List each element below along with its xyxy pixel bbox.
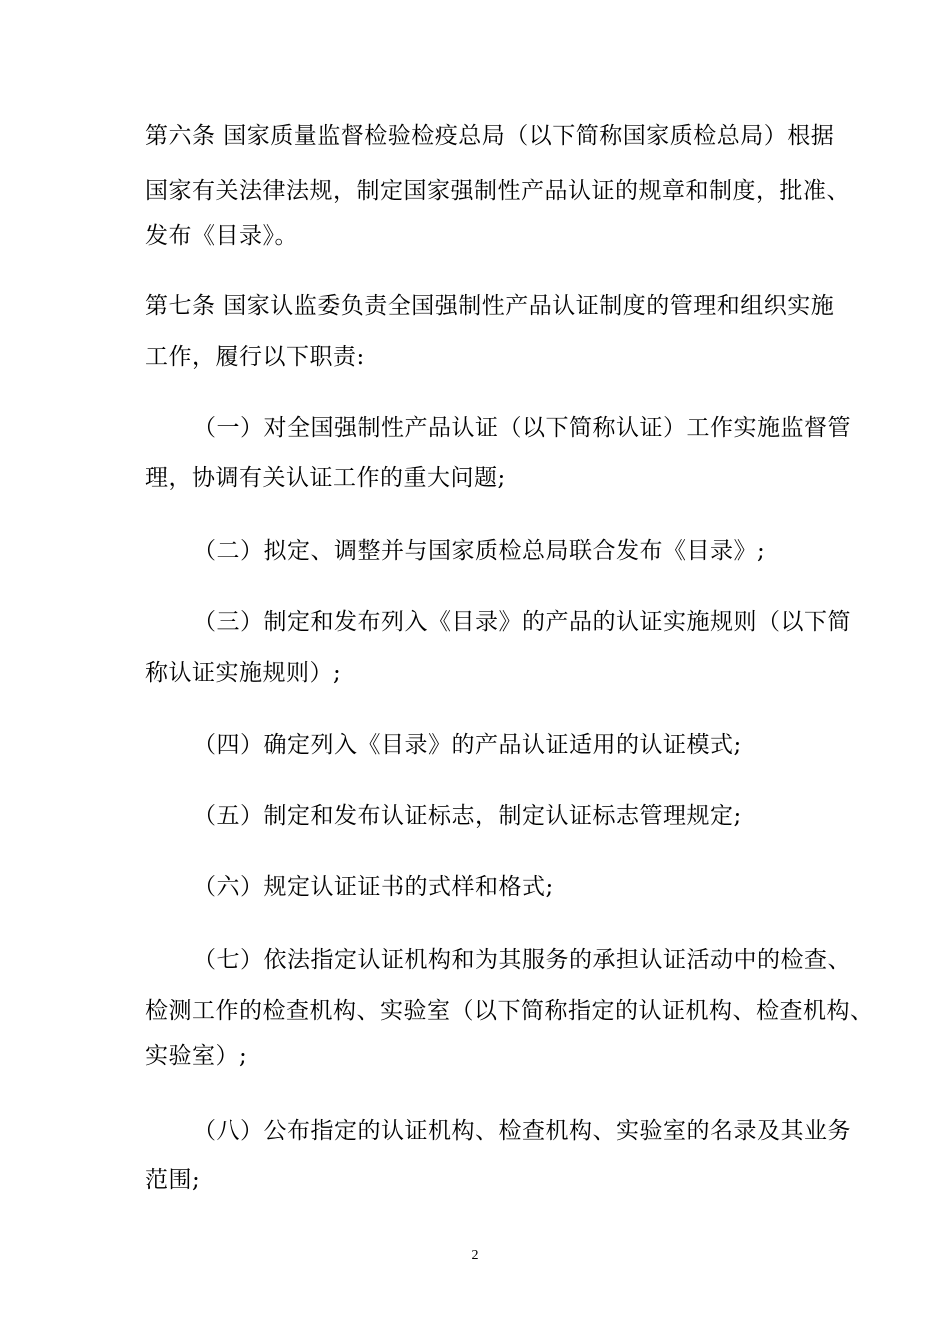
article-7-line-1: 第七条 国家认监委负责全国强制性产品认证制度的管理和组织实施	[145, 293, 835, 319]
item-2-line-1: （二）拟定、调整并与国家质检总局联合发布《目录》;	[193, 538, 766, 564]
item-5-line-1: （五）制定和发布认证标志，制定认证标志管理规定;	[193, 803, 742, 829]
page-number: 2	[471, 1248, 479, 1263]
item-7-line-3: 实验室）;	[145, 1043, 248, 1069]
item-4-line-1: （四）确定列入《目录》的产品认证适用的认证模式;	[193, 732, 742, 758]
item-7-line-2: 检测工作的检查机构、实验室（以下简称指定的认证机构、检查机构、	[145, 998, 874, 1024]
item-7-line-1: （七）依法指定认证机构和为其服务的承担认证活动中的检查、	[193, 947, 851, 973]
article-6-line-3: 发布《目录》。	[145, 223, 298, 249]
article-6-line-2: 国家有关法律法规，制定国家强制性产品认证的规章和制度，批准、	[145, 178, 850, 204]
item-3-line-2: 称认证实施规则）;	[145, 660, 342, 686]
item-1-line-1: （一）对全国强制性产品认证（以下简称认证）工作实施监督管	[193, 415, 851, 441]
item-1-line-2: 理，协调有关认证工作的重大问题;	[145, 465, 506, 491]
item-8-line-1: （八）公布指定的认证机构、检查机构、实验室的名录及其业务	[193, 1118, 851, 1144]
item-8-line-2: 范围;	[145, 1167, 201, 1193]
item-6-line-1: （六）规定认证证书的式样和格式;	[193, 874, 554, 900]
item-3-line-1: （三）制定和发布列入《目录》的产品的认证实施规则（以下简	[193, 609, 851, 635]
article-6-line-1: 第六条 国家质量监督检验检疫总局（以下简称国家质检总局）根据	[145, 123, 835, 149]
article-7-line-2: 工作，履行以下职责:	[145, 344, 365, 370]
